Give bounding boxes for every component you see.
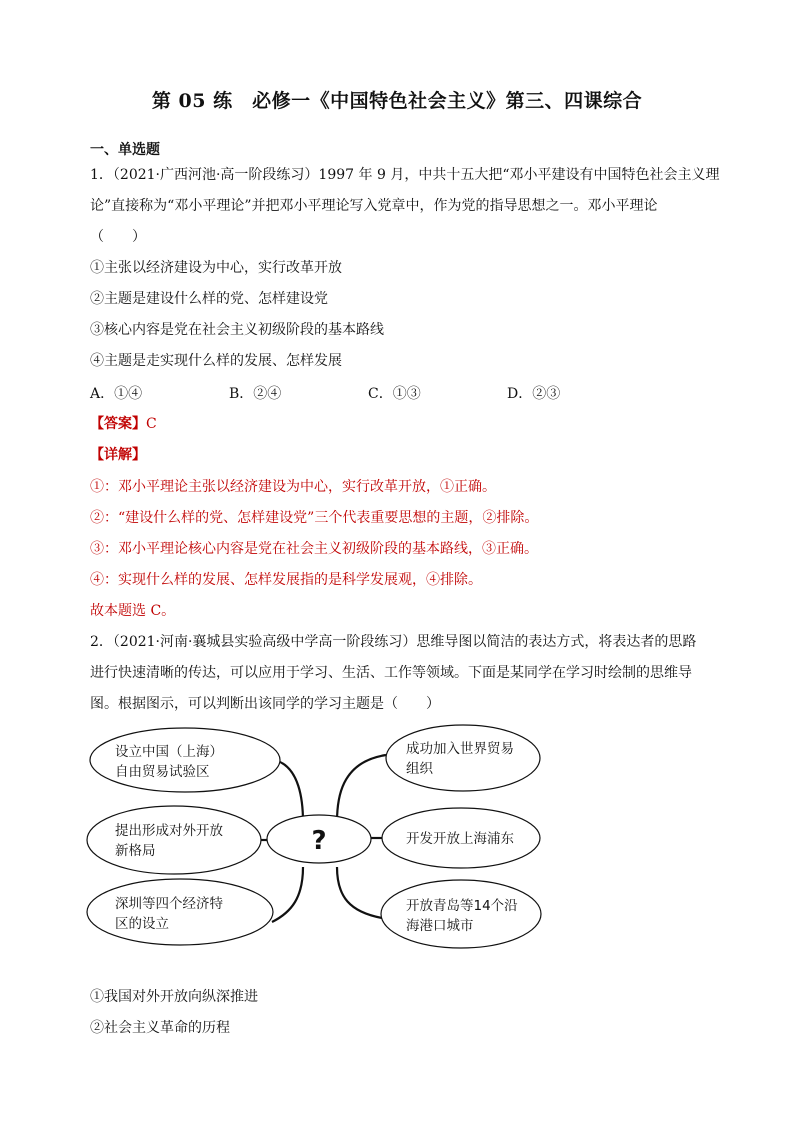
connector-left-top	[275, 760, 303, 822]
q1-item-1: ①主张以经济建设为中心，实行改革开放	[90, 260, 342, 276]
node-left-2-line2: 新格局	[115, 843, 156, 859]
q1-option-d: D．②③	[507, 386, 561, 402]
section-heading: 一、单选题	[90, 142, 160, 158]
q1-answer-paren: （ ）	[90, 229, 146, 245]
q1-option-c: C．①③	[368, 386, 421, 402]
q2-item-1: ①我国对外开放向纵深推进	[90, 989, 258, 1005]
node-right-2-line1: 开发开放上海浦东	[406, 831, 514, 847]
q1-stem-line1: 1．（2021·广西河池·高一阶段练习）1997 年 9 月，中共十五大把“邓小平建设有中国特色社会主义理	[90, 167, 720, 183]
node-left-2	[87, 806, 261, 874]
node-right-3-line1: 开放青岛等14个沿	[406, 898, 518, 914]
node-right-3-line2: 海港口城市	[406, 918, 474, 934]
q1-item-3: ③核心内容是党在社会主义初级阶段的基本路线	[90, 322, 384, 338]
q2-stem-line3: 图。根据图示，可以判断出该同学的学习主题是（ ）	[90, 696, 440, 712]
q1-explanation-1: ①：邓小平理论主张以经济建设为中心，实行改革开放，①正确。	[90, 479, 496, 495]
connector-right-top	[337, 755, 386, 822]
node-left-1	[90, 728, 280, 792]
q2-stem-line2: 进行快速清晰的传达，可以应用于学习、生活、工作等领域。下面是某同学在学习时绘制的思维导	[90, 665, 692, 681]
node-left-1-line1: 设立中国（上海）	[115, 744, 223, 760]
q1-stem-line2: 论”直接称为“邓小平理论”并把邓小平理论写入党章中，作为党的指导思想之一。邓小平理论	[90, 198, 658, 214]
q1-explanation-3: ③：邓小平理论核心内容是党在社会主义初级阶段的基本路线，③正确。	[90, 541, 538, 557]
q2-stem-line1: 2．（2021·河南·襄城县实验高级中学高一阶段练习）思维导图以简洁的表达方式，将表达者的思路	[90, 634, 697, 650]
node-right-3	[381, 880, 541, 948]
q1-item-2: ②主题是建设什么样的党、怎样建设党	[90, 291, 328, 307]
q1-option-a: A．①④	[90, 386, 143, 402]
page-title: 第 05 练 必修一《中国特色社会主义》第三、四课综合	[151, 90, 643, 112]
node-center-label: ?	[311, 826, 327, 856]
q1-conclusion: 故本题选 C。	[90, 603, 176, 619]
node-right-1-line2: 组织	[406, 761, 433, 777]
answer-value: C	[146, 416, 157, 432]
q2-item-2: ②社会主义革命的历程	[90, 1020, 230, 1036]
detail-label: 【详解】	[90, 447, 146, 463]
answer-label: 【答案】	[90, 416, 146, 432]
connector-left-bottom	[272, 867, 303, 922]
q1-explanation-4: ④：实现什么样的发展、怎样发展指的是科学发展观，④排除。	[90, 572, 482, 588]
node-right-1	[386, 725, 540, 791]
mind-map	[0, 722, 794, 962]
node-left-1-line2: 自由贸易试验区	[115, 764, 210, 780]
connector-right-bottom	[337, 867, 382, 918]
node-left-3-line1: 深圳等四个经济特	[115, 896, 223, 912]
q1-answer	[90, 414, 710, 434]
q1-explanation-2: ②：“建设什么样的党、怎样建设党”三个代表重要思想的主题，②排除。	[90, 510, 539, 526]
q1-option-b: B．②④	[229, 386, 282, 402]
node-left-3-line2: 区的设立	[115, 916, 169, 932]
node-left-2-line1: 提出形成对外开放	[115, 823, 223, 839]
node-right-1-line1: 成功加入世界贸易	[406, 741, 514, 757]
q1-item-4: ④主题是走实现什么样的发展、怎样发展	[90, 353, 342, 369]
node-left-3	[87, 879, 273, 945]
